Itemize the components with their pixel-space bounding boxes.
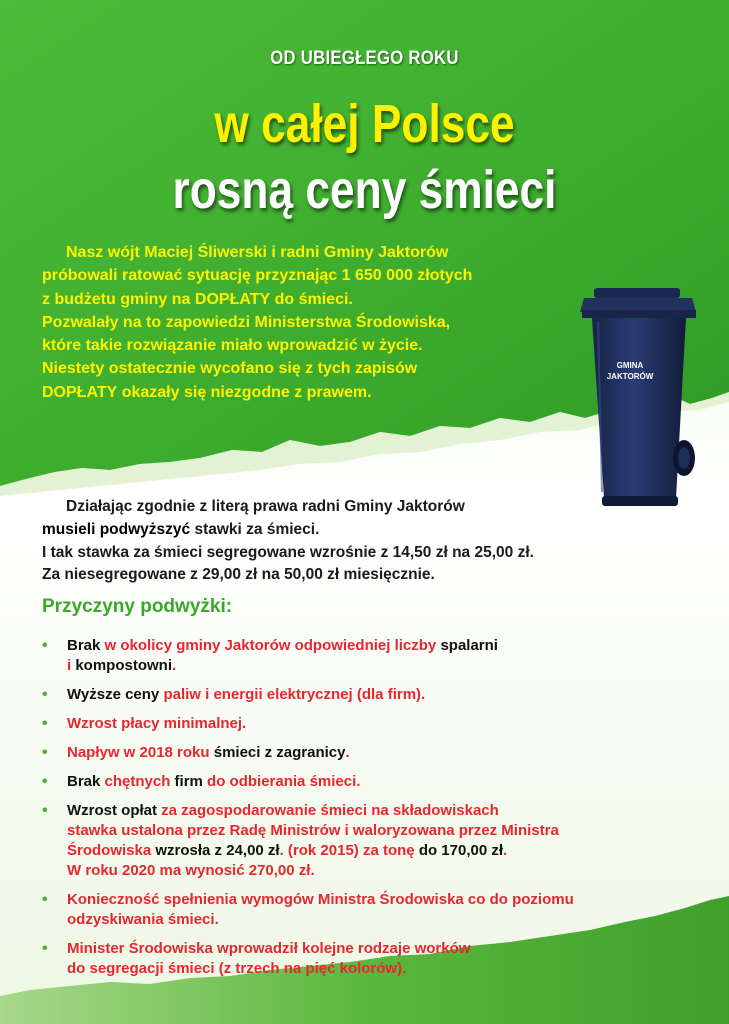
reason-keyword: śmieci z zagranicy: [213, 744, 346, 761]
kicker-text: OD UBIEGŁEGO ROKU: [270, 48, 459, 69]
list-item: [42, 890, 682, 930]
intro-line: które takie rozwiązanie miało wprowadzić w życie.: [42, 337, 423, 355]
reason-text: Minister Środowiska wprowadził kolejne rodzaje worków: [67, 940, 471, 957]
reason-text: i: [67, 657, 76, 674]
waste-bin-icon: [580, 282, 700, 512]
reason-text: .: [345, 744, 350, 761]
reason-text: W roku 2020 ma wynosić 270,00 zł.: [67, 862, 315, 879]
bin-label: JAKTORÓW: [606, 372, 654, 381]
bullet-icon: •: [42, 744, 48, 761]
intro-emphasis: DOPŁATY: [42, 383, 118, 401]
reason-text: Konieczność spełnienia wymogów Ministra Środowiska co do poziomu: [67, 891, 574, 908]
reason-text: do odbierania śmieci.: [202, 773, 361, 790]
body-line: Działając zgodnie z literą prawa radni Gminy Jaktorów: [66, 498, 465, 515]
bullet-icon: •: [42, 940, 48, 957]
list-item: [42, 772, 682, 792]
bin-label: GMINA: [616, 361, 644, 370]
reason-keyword: firm: [174, 773, 203, 790]
intro-line: [42, 381, 572, 404]
reason-text: w okolicy gminy Jaktorów odpowiedniej liczby: [100, 637, 441, 654]
intro-line: próbowali ratować sytuację przyznając 1 650 000 złotych: [42, 267, 473, 285]
reason-keyword: wzrosła z 24,00 zł: [155, 842, 280, 859]
reason-text: Środowiska: [67, 842, 156, 859]
body-line: I tak stawka za śmieci segregowane wzrośnie z 14,50 zł na 25,00 zł.: [42, 543, 534, 561]
reason-keyword: Brak: [67, 773, 101, 790]
reason-keyword: spalarni: [440, 637, 498, 654]
list-item: [42, 801, 682, 881]
reason-text: paliw i energii elektrycznej (dla firm).: [159, 686, 426, 703]
reason-text: chętnych: [100, 773, 175, 790]
list-item: [42, 685, 682, 705]
list-item: [42, 743, 682, 763]
intro-line: Niestety ostatecznie wycofano się z tych zapisów: [42, 360, 418, 378]
intro-text: do śmieci.: [270, 290, 353, 308]
reasons-list: [42, 636, 682, 988]
intro-paragraph: [42, 241, 572, 404]
intro-line: Nasz wójt Maciej Śliwerski i radni Gminy Jaktorów: [66, 244, 449, 261]
bullet-icon: •: [42, 802, 48, 819]
reason-text: Napływ w 2018 roku: [67, 744, 214, 761]
headline-line-1: w całej Polsce: [214, 94, 515, 154]
bullet-icon: •: [42, 773, 48, 790]
intro-line: [42, 288, 572, 311]
body-line: Za niesegregowane z 29,00 zł na 50,00 zł miesięcznie.: [42, 566, 435, 584]
bullet-icon: •: [42, 715, 48, 732]
intro-emphasis: DOPŁATY: [194, 290, 271, 308]
reason-text: .: [503, 842, 508, 859]
headline-line-2: rosną ceny śmieci: [172, 160, 557, 220]
intro-line: Pozwalały na to zapowiedzi Ministerstwa Środowiska,: [42, 313, 451, 331]
reason-keyword: Brak: [67, 637, 101, 654]
reason-text: odzyskiwania śmieci.: [67, 911, 219, 928]
reason-keyword: Wyższe ceny: [67, 686, 160, 703]
bullet-icon: •: [42, 891, 48, 908]
list-item: [42, 939, 682, 979]
body-paragraph: [42, 496, 682, 587]
reason-keyword: kompostowni: [75, 657, 173, 674]
reason-keyword: Wzrost opłat: [67, 802, 157, 819]
bullet-icon: •: [42, 686, 48, 703]
reasons-title: Przyczyny podwyżki:: [42, 596, 233, 617]
intro-text: z budżetu gminy na: [42, 290, 195, 308]
reason-text: Wzrost płacy minimalnej.: [67, 715, 247, 732]
reason-text: za zagospodarowanie śmieci na składowiskach: [157, 802, 499, 819]
body-emphasis: musieli podwyższyć: [42, 520, 191, 538]
body-line: [42, 519, 682, 542]
reason-keyword: do 170,00 zł: [418, 842, 504, 859]
list-item: [42, 636, 682, 676]
reason-text: do segregacji śmieci (z trzech na pięć kolorów).: [67, 960, 407, 977]
intro-text: okazały się niezgodne z prawem.: [117, 383, 372, 401]
reason-text: . (rok 2015) za tonę: [279, 842, 419, 859]
list-item: [42, 714, 682, 734]
reason-text: .: [172, 657, 177, 674]
bullet-icon: •: [42, 637, 48, 654]
reason-text: stawka ustalona przez Radę Ministrów i waloryzowana przez Ministra: [67, 822, 559, 839]
body-text: stawki za śmieci.: [190, 520, 320, 538]
